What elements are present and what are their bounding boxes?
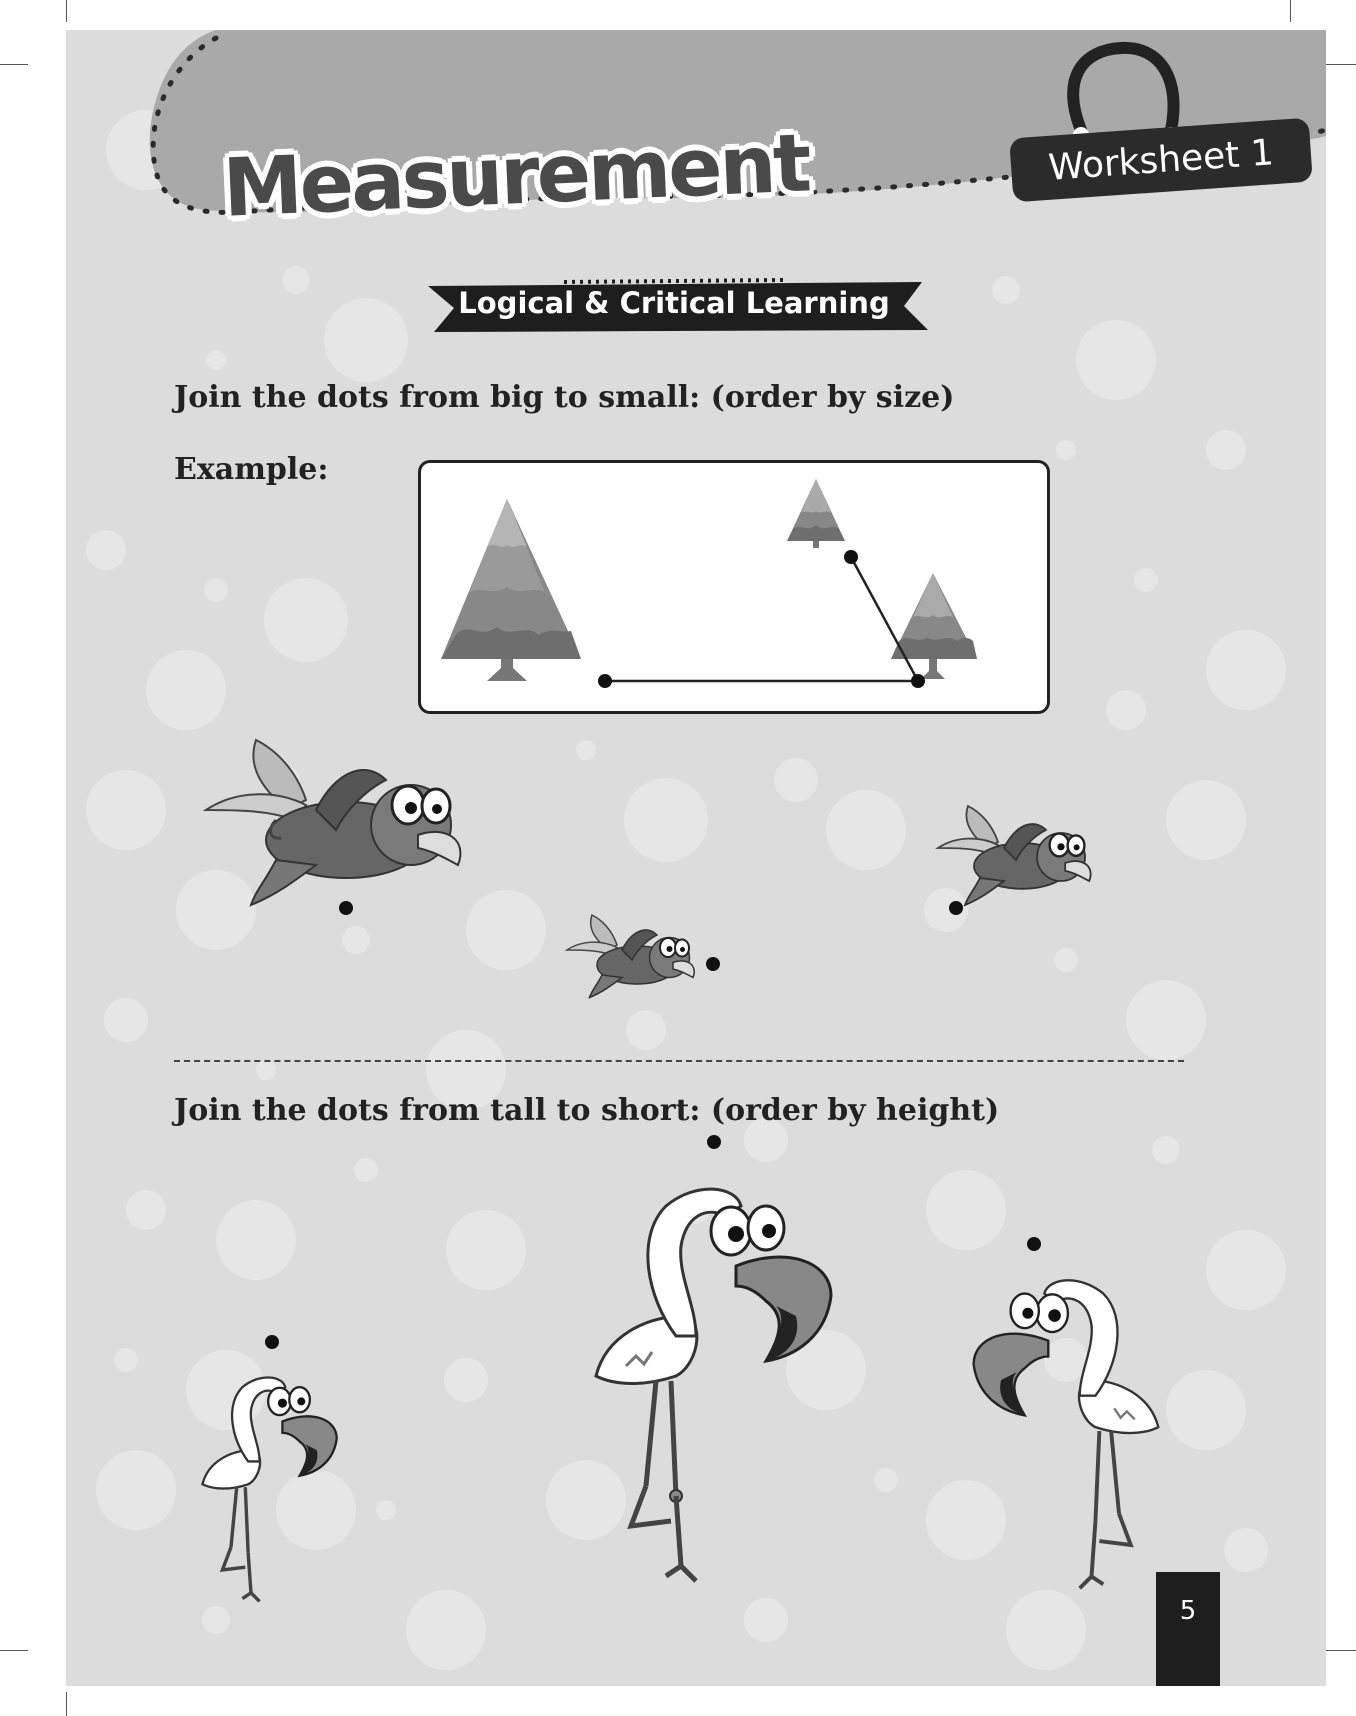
crop-mark: [1290, 0, 1291, 22]
instruction-big-to-small: Join the dots from big to small: (order by size): [174, 380, 955, 415]
page-number: 5: [1156, 1572, 1220, 1686]
dot: [336, 898, 356, 918]
ribbon-label: Logical & Critical Learning: [458, 286, 890, 320]
big-tree-icon: [441, 499, 581, 681]
section-divider: [174, 1060, 1184, 1062]
flamingo-tall-icon: [586, 1176, 846, 1596]
dot: [1024, 1234, 1044, 1254]
crop-mark: [0, 1650, 28, 1651]
dot: [703, 954, 723, 974]
example-dot: [844, 550, 858, 564]
crop-mark: [1326, 1650, 1356, 1651]
page-title: Measurement: [221, 116, 811, 235]
crop-mark: [1326, 64, 1356, 65]
crop-mark: [0, 64, 28, 65]
worksheet-page: [66, 30, 1326, 1686]
crop-mark: [66, 0, 67, 22]
example-box: [418, 460, 1050, 714]
worksheet-label: Worksheet 1: [1009, 118, 1313, 203]
example-illustration: [421, 463, 1047, 711]
dot: [262, 1332, 282, 1352]
example-dot: [598, 674, 612, 688]
medium-tree-icon: [891, 573, 977, 679]
dot: [704, 1132, 724, 1152]
worksheet-tag: [941, 40, 1275, 240]
example-label: Example:: [174, 452, 329, 487]
flamingo-short-icon: [196, 1370, 346, 1610]
small-tree-icon: [787, 479, 845, 548]
instruction-tall-to-short: Join the dots from tall to short: (order by height): [174, 1093, 1000, 1128]
dot: [946, 898, 966, 918]
parrot-small-icon: [562, 910, 712, 1010]
example-dot: [911, 674, 925, 688]
flamingo-medium-icon: [954, 1270, 1174, 1600]
crop-mark: [66, 1692, 67, 1716]
